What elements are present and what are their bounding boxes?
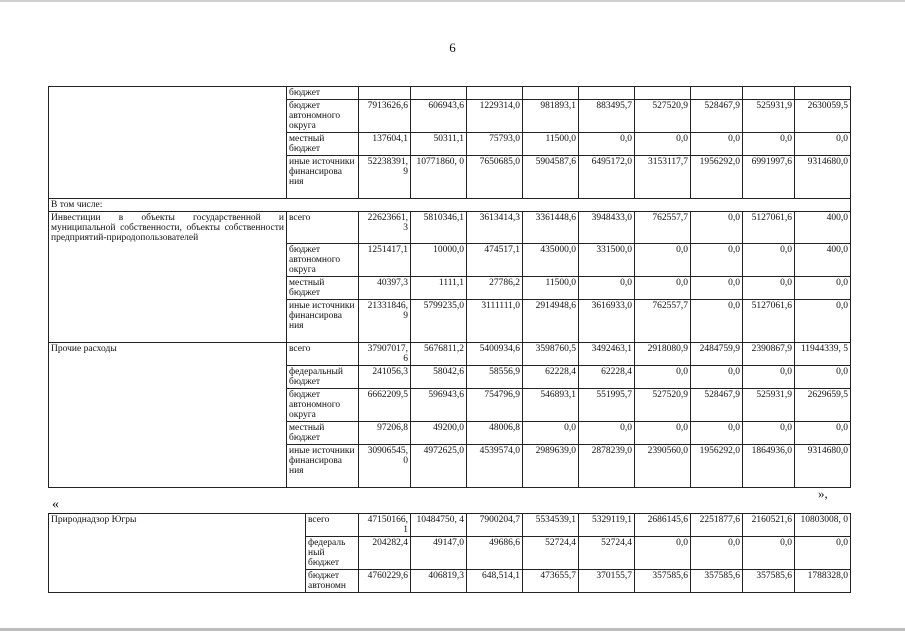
value-cell: 0,0 bbox=[795, 133, 851, 156]
value-cell: 7650685,0 bbox=[467, 156, 523, 199]
value-cell: 527520,9 bbox=[635, 389, 691, 422]
value-cell: 49686,6 bbox=[467, 537, 523, 570]
value-cell: 2630059,5 bbox=[795, 100, 851, 133]
value-cell: 0,0 bbox=[691, 422, 743, 445]
value-cell: 762557,7 bbox=[635, 212, 691, 244]
value-cell: 0,0 bbox=[635, 277, 691, 300]
value-cell: 981893,1 bbox=[523, 100, 579, 133]
value-cell: 5904587,6 bbox=[523, 156, 579, 199]
budget-table-continued bbox=[48, 513, 851, 593]
opening-quote: « bbox=[52, 497, 59, 512]
value-cell: 0,0 bbox=[691, 212, 743, 244]
table-row bbox=[49, 199, 851, 212]
value-cell: 0,0 bbox=[635, 244, 691, 277]
value-cell: 22623661, 3 bbox=[359, 212, 411, 244]
row-description: Прочие расходы bbox=[49, 343, 287, 488]
value-cell: 2989639,0 bbox=[523, 445, 579, 488]
value-cell: 551995,7 bbox=[579, 389, 635, 422]
value-cell: 883495,7 bbox=[579, 100, 635, 133]
value-cell: 0,0 bbox=[579, 133, 635, 156]
value-cell: 7900204,7 bbox=[467, 514, 523, 537]
value-cell: 4539574,0 bbox=[467, 445, 523, 488]
value-cell: 3616933,0 bbox=[579, 300, 635, 343]
value-cell: 473655,7 bbox=[523, 570, 579, 593]
value-cell: 47150166, 1 bbox=[359, 514, 411, 537]
value-cell: 5400934,6 bbox=[467, 343, 523, 366]
value-cell: 525931,9 bbox=[743, 389, 795, 422]
value-cell: 0,0 bbox=[523, 422, 579, 445]
value-cell: 6662209,5 bbox=[359, 389, 411, 422]
section-label: В том числе: bbox=[49, 199, 851, 212]
budget-table bbox=[48, 86, 851, 488]
value-cell: 0,0 bbox=[743, 537, 795, 570]
value-cell: 9314680,0 bbox=[795, 156, 851, 199]
value-cell: 97206,8 bbox=[359, 422, 411, 445]
value-cell: 1956292,0 bbox=[691, 445, 743, 488]
value-cell: 49147,0 bbox=[411, 537, 467, 570]
page-bottom-edge bbox=[0, 628, 905, 631]
value-cell: 0,0 bbox=[635, 133, 691, 156]
value-cell: 2484759,9 bbox=[691, 343, 743, 366]
value-cell: 370155,7 bbox=[579, 570, 635, 593]
value-cell: 30906545, 0 bbox=[359, 445, 411, 488]
value-cell: 0,0 bbox=[743, 244, 795, 277]
value-cell bbox=[635, 87, 691, 100]
value-cell: 58042,6 bbox=[411, 366, 467, 389]
value-cell: 1864936,0 bbox=[743, 445, 795, 488]
value-cell: 0,0 bbox=[795, 537, 851, 570]
value-cell: 2390560,0 bbox=[635, 445, 691, 488]
value-cell: 525931,9 bbox=[743, 100, 795, 133]
closing-quote: », bbox=[818, 486, 828, 501]
value-cell: 2251877,6 bbox=[691, 514, 743, 537]
value-cell: 9314680,0 bbox=[795, 445, 851, 488]
row-description: Инвестиции в объекты государственной и муниципальной собственности, объекты собственности предприятий-природопользователей bbox=[49, 212, 287, 343]
funding-source: иные источники финансирова ния bbox=[287, 300, 359, 343]
funding-source: бюджет автономного округа bbox=[287, 244, 359, 277]
value-cell: 6495172,0 bbox=[579, 156, 635, 199]
value-cell bbox=[691, 87, 743, 100]
value-cell bbox=[795, 87, 851, 100]
value-cell: 37907017, 6 bbox=[359, 343, 411, 366]
value-cell: 596943,6 bbox=[411, 389, 467, 422]
value-cell: 0,0 bbox=[743, 277, 795, 300]
value-cell: 137604,1 bbox=[359, 133, 411, 156]
value-cell: 1251417,1 bbox=[359, 244, 411, 277]
funding-source: иные источники финансирова ния bbox=[287, 156, 359, 199]
value-cell: 0,0 bbox=[795, 300, 851, 343]
value-cell: 2918080,9 bbox=[635, 343, 691, 366]
value-cell: 0,0 bbox=[579, 422, 635, 445]
value-cell: 1956292,0 bbox=[691, 156, 743, 199]
value-cell: 357585,6 bbox=[635, 570, 691, 593]
value-cell: 10771860, 0 bbox=[411, 156, 467, 199]
funding-source: бюджет автономного округа bbox=[287, 389, 359, 422]
table-row bbox=[49, 514, 851, 537]
funding-source: бюджет автономного округа bbox=[287, 100, 359, 133]
value-cell bbox=[523, 87, 579, 100]
value-cell: 7913626,6 bbox=[359, 100, 411, 133]
value-cell: 0,0 bbox=[691, 244, 743, 277]
value-cell: 5676811,2 bbox=[411, 343, 467, 366]
value-cell: 528467,9 bbox=[691, 389, 743, 422]
value-cell: 2686145,6 bbox=[635, 514, 691, 537]
value-cell: 52724,4 bbox=[523, 537, 579, 570]
value-cell: 400,0 bbox=[795, 212, 851, 244]
value-cell: 49200,0 bbox=[411, 422, 467, 445]
value-cell: 5127061,6 bbox=[743, 300, 795, 343]
value-cell: 0,0 bbox=[795, 366, 851, 389]
value-cell: 0,0 bbox=[579, 277, 635, 300]
value-cell: 2878239,0 bbox=[579, 445, 635, 488]
value-cell: 62228,4 bbox=[523, 366, 579, 389]
value-cell: 11500,0 bbox=[523, 277, 579, 300]
value-cell: 52238391, 9 bbox=[359, 156, 411, 199]
value-cell: 474517,1 bbox=[467, 244, 523, 277]
value-cell: 406819,3 bbox=[411, 570, 467, 593]
funding-source: всего bbox=[287, 212, 359, 244]
funding-source: всего bbox=[287, 343, 359, 366]
value-cell: 3153117,7 bbox=[635, 156, 691, 199]
value-cell: 75793,0 bbox=[467, 133, 523, 156]
value-cell: 0,0 bbox=[691, 133, 743, 156]
value-cell: 754796,9 bbox=[467, 389, 523, 422]
value-cell bbox=[467, 87, 523, 100]
value-cell: 3361448,6 bbox=[523, 212, 579, 244]
value-cell: 1229314,0 bbox=[467, 100, 523, 133]
funding-source: бюджет автономн bbox=[306, 570, 359, 593]
value-cell: 0,0 bbox=[691, 300, 743, 343]
page-number: 6 bbox=[449, 40, 456, 55]
value-cell: 5810346,1 bbox=[411, 212, 467, 244]
value-cell: 10000,0 bbox=[411, 244, 467, 277]
value-cell: 528467,9 bbox=[691, 100, 743, 133]
value-cell: 606943,6 bbox=[411, 100, 467, 133]
value-cell: 0,0 bbox=[691, 277, 743, 300]
value-cell: 62228,4 bbox=[579, 366, 635, 389]
value-cell: 0,0 bbox=[795, 277, 851, 300]
value-cell: 48006,8 bbox=[467, 422, 523, 445]
value-cell: 204282,4 bbox=[359, 537, 411, 570]
value-cell: 0,0 bbox=[635, 422, 691, 445]
value-cell: 0,0 bbox=[743, 422, 795, 445]
value-cell: 2629659,5 bbox=[795, 389, 851, 422]
value-cell: 435000,0 bbox=[523, 244, 579, 277]
value-cell bbox=[579, 87, 635, 100]
value-cell: 52724,4 bbox=[579, 537, 635, 570]
value-cell: 0,0 bbox=[743, 366, 795, 389]
value-cell: 2390867,9 bbox=[743, 343, 795, 366]
value-cell: 4972625,0 bbox=[411, 445, 467, 488]
value-cell: 3613414,3 bbox=[467, 212, 523, 244]
funding-source: местный бюджет bbox=[287, 422, 359, 445]
value-cell: 331500,0 bbox=[579, 244, 635, 277]
table-row bbox=[49, 343, 851, 366]
funding-source: местный бюджет bbox=[287, 133, 359, 156]
value-cell: 5127061,6 bbox=[743, 212, 795, 244]
value-cell: 3111111,0 bbox=[467, 300, 523, 343]
value-cell: 527520,9 bbox=[635, 100, 691, 133]
funding-source: бюджет bbox=[287, 87, 359, 100]
value-cell: 0,0 bbox=[691, 366, 743, 389]
value-cell: 27786,2 bbox=[467, 277, 523, 300]
funding-source: всего bbox=[306, 514, 359, 537]
value-cell: 0,0 bbox=[743, 133, 795, 156]
funding-source: федеральный бюджет bbox=[287, 366, 359, 389]
value-cell: 762557,7 bbox=[635, 300, 691, 343]
value-cell: 546893,1 bbox=[523, 389, 579, 422]
value-cell: 0,0 bbox=[635, 537, 691, 570]
table-row bbox=[49, 87, 851, 100]
value-cell: 2160521,6 bbox=[743, 514, 795, 537]
value-cell: 400,0 bbox=[795, 244, 851, 277]
row-description bbox=[49, 87, 287, 199]
funding-source: местный бюджет bbox=[287, 277, 359, 300]
value-cell: 357585,6 bbox=[691, 570, 743, 593]
value-cell bbox=[743, 87, 795, 100]
value-cell: 1111,1 bbox=[411, 277, 467, 300]
value-cell: 3598760,5 bbox=[523, 343, 579, 366]
value-cell: 40397,3 bbox=[359, 277, 411, 300]
value-cell: 11500,0 bbox=[523, 133, 579, 156]
value-cell: 2914948,6 bbox=[523, 300, 579, 343]
value-cell: 1788328,0 bbox=[795, 570, 851, 593]
value-cell: 3492463,1 bbox=[579, 343, 635, 366]
value-cell: 21331846, 9 bbox=[359, 300, 411, 343]
page-top-edge bbox=[0, 0, 905, 2]
funding-source: иные источники финансирова ния bbox=[287, 445, 359, 488]
value-cell: 3948433,0 bbox=[579, 212, 635, 244]
value-cell: 5329119,1 bbox=[579, 514, 635, 537]
value-cell: 0,0 bbox=[635, 366, 691, 389]
value-cell bbox=[411, 87, 467, 100]
value-cell: 0,0 bbox=[795, 422, 851, 445]
value-cell: 4760229,6 bbox=[359, 570, 411, 593]
value-cell: 10803008, 0 bbox=[795, 514, 851, 537]
value-cell: 11944339, 5 bbox=[795, 343, 851, 366]
value-cell: 58556,9 bbox=[467, 366, 523, 389]
value-cell: 5799235,0 bbox=[411, 300, 467, 343]
value-cell: 241056,3 bbox=[359, 366, 411, 389]
value-cell: 0,0 bbox=[691, 537, 743, 570]
value-cell: 50311,1 bbox=[411, 133, 467, 156]
value-cell: 648,514,1 bbox=[467, 570, 523, 593]
value-cell bbox=[359, 87, 411, 100]
value-cell: 10484750, 4 bbox=[411, 514, 467, 537]
value-cell: 357585,6 bbox=[743, 570, 795, 593]
value-cell: 6991997,6 bbox=[743, 156, 795, 199]
table-row bbox=[49, 212, 851, 244]
value-cell: 5534539,1 bbox=[523, 514, 579, 537]
funding-source: федераль ный бюджет bbox=[306, 537, 359, 570]
row-description: Природнадзор Югры bbox=[49, 514, 306, 593]
